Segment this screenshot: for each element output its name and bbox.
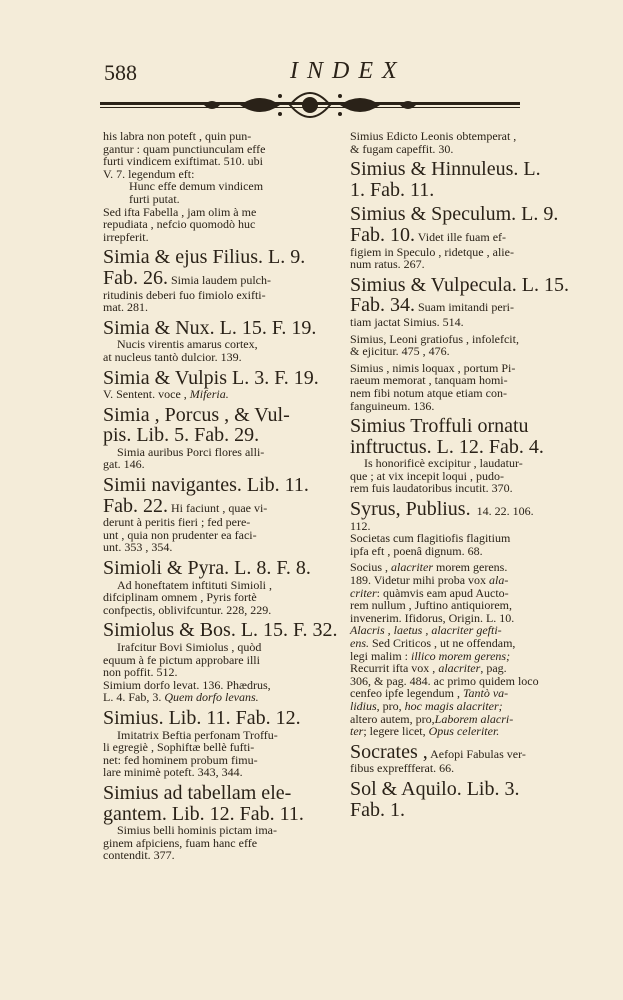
index-entry xyxy=(350,742,598,775)
entry-text: tiam jactat Simius. 514. xyxy=(350,314,464,329)
entry-text: confpectis, oblivifcuntur. 228, 229. xyxy=(103,602,272,617)
entry-heading: Fab. 10. xyxy=(350,223,415,246)
entry-text: Videt ille fuam ef- xyxy=(417,229,507,244)
entry-heading: Simius ad tabellam ele- xyxy=(103,781,292,804)
entry-heading: Simius & Hinnuleus. L. xyxy=(350,158,541,181)
page-title: INDEX xyxy=(290,58,406,84)
entry-text: & ejicitur. 475 , 476. xyxy=(350,344,450,359)
index-entry xyxy=(350,499,598,557)
index-entry xyxy=(103,368,348,401)
continued-entry xyxy=(350,130,598,155)
entry-text-italic: ala- xyxy=(489,573,509,588)
entry-text: Sed Criticos , ut ne offendam, xyxy=(372,636,516,650)
entry-text: unt , quia non prudenter ea faci- xyxy=(103,527,257,542)
text-line: V. 7. legendum eft: xyxy=(103,166,195,181)
entry-text: cenfeo ipfe legendum , xyxy=(350,686,460,701)
entry-heading: Fab. 26. xyxy=(103,266,168,289)
entry-text: Ad honeftatem inftituti Simioli , xyxy=(117,577,272,592)
entry-heading: pis. Lib. 5. Fab. 29. xyxy=(103,424,260,447)
entry-heading: Simia & Nux. L. 15. F. 19. xyxy=(103,316,317,339)
entry-text: Simius belli hominis pictam ima- xyxy=(117,823,277,838)
entry-text: V. Sentent. voce , xyxy=(103,387,187,402)
entry-text: 112. xyxy=(350,518,371,533)
entry-text: li egregiè , Sophiftæ bellè fufti- xyxy=(103,740,255,755)
entry-text: L. 4. Fab, 3. xyxy=(103,690,162,705)
entry-text-italic: ter xyxy=(350,724,364,739)
text-line: Simius Edicto Leonis obtemperat , xyxy=(350,129,517,143)
entry-text: : quàmvis eam apud Aucto- xyxy=(376,585,509,600)
continued-entry xyxy=(103,130,348,243)
index-entry xyxy=(350,204,598,270)
entry-text: Nucis virentis amarus cortex, xyxy=(117,337,258,352)
right-column xyxy=(350,130,598,820)
index-entry xyxy=(103,405,348,471)
entry-text: at nucleus tantò dulcior. 139. xyxy=(103,349,242,364)
entry-text: fanguineum. 136. xyxy=(350,398,435,413)
text-line: irrepferit. xyxy=(103,229,149,244)
index-entry xyxy=(350,275,598,412)
index-entry xyxy=(103,475,348,554)
entry-text: Suam imitandi peri- xyxy=(418,300,514,315)
entry-text: ipfa eft , poenâ dignum. 68. xyxy=(350,543,483,558)
entry-text: Socius , xyxy=(350,560,389,575)
entry-text: , pro, xyxy=(376,698,402,713)
index-entry xyxy=(350,779,598,820)
entry-text: que ; at vix incepit loqui , pudo- xyxy=(350,468,504,483)
entry-text: Hi faciunt , quae vi- xyxy=(171,500,268,515)
entry-text: 306, & pag. 484. ac primo quidem loco xyxy=(350,673,539,688)
text-line: gantur : quam punctiunculam effe xyxy=(103,141,266,156)
entry-heading: Simiolus & Bos. L. 15. F. 32. xyxy=(103,619,338,642)
text-line: & fugam capeffit. 30. xyxy=(350,141,454,156)
entry-text: gat. 146. xyxy=(103,457,145,472)
entry-heading: Simia , Porcus , & Vul- xyxy=(103,403,290,426)
entry-text: rem fuis laudatoribus incutit. 370. xyxy=(350,481,513,496)
entry-text: Simius , nimis loquax , portum Pi- xyxy=(350,360,516,375)
entry-text: Societas cum flagitiofis flagitium xyxy=(350,531,511,546)
page-number: 588 xyxy=(104,60,137,85)
entry-text-italic: ens. xyxy=(350,636,369,650)
entry-text-italic: alacriter xyxy=(438,661,481,676)
entry-heading: Simia & ejus Filius. L. 9. xyxy=(103,246,306,269)
entry-heading: Fab. 1. xyxy=(350,798,405,821)
index-entry xyxy=(103,247,348,313)
left-column xyxy=(103,130,348,862)
entry-text: altero autem, pro, xyxy=(350,711,435,726)
text-line: repudiata , nefcio quomodò huc xyxy=(103,217,256,232)
entry-text: Simium dorfo levat. 136. Phædrus, xyxy=(103,677,271,692)
entry-text: num ratus. 267. xyxy=(350,257,425,272)
entry-heading: gantem. Lib. 12. Fab. 11. xyxy=(103,802,304,825)
index-entry xyxy=(103,783,348,862)
entry-text: 189. Videtur mihi proba vox xyxy=(350,573,487,588)
entry-text: contendit. 377. xyxy=(103,848,175,863)
entry-text: equum à fe pictum approbare illi xyxy=(103,652,260,667)
entry-text-italic: illico morem gerens; xyxy=(411,648,511,663)
entry-text: Imitatrix Beftia perfonam Troffu- xyxy=(117,727,278,742)
entry-text: lare minimè poteft. 343, 344. xyxy=(103,765,243,780)
index-entry xyxy=(103,620,348,704)
entry-text: morem gerens. xyxy=(436,560,508,575)
entry-text: nem fibi notum atque etiam con- xyxy=(350,385,507,400)
entry-heading: Syrus, Publius. xyxy=(350,498,471,521)
entry-heading: Simius & Speculum. L. 9. xyxy=(350,203,559,226)
entry-text-italic: Alacris , laetus , alacriter gefti- xyxy=(350,623,502,638)
entry-text: Simia laudem pulch- xyxy=(171,272,271,287)
entry-heading: Simioli & Pyra. L. 8. F. 8. xyxy=(103,557,311,580)
entry-text: , pag. xyxy=(480,661,507,676)
entry-heading: Fab. 34. xyxy=(350,294,415,317)
entry-text: 14. 22. 106. xyxy=(476,504,534,519)
index-entry xyxy=(103,708,348,779)
entry-heading: Simius & Vulpecula. L. 15. xyxy=(350,273,569,296)
entry-heading: Sol & Aquilo. Lib. 3. xyxy=(350,777,520,800)
entry-text: Irafcitur Bovi Simiolus , quòd xyxy=(117,640,262,654)
entry-text: Is honorificè excipitur , laudatur- xyxy=(364,456,523,471)
entry-text: net: fed hominem probum fimu- xyxy=(103,752,258,767)
entry-text-italic: Quem dorfo levans. xyxy=(164,690,259,705)
index-entry xyxy=(103,318,348,364)
index-entry xyxy=(350,159,598,200)
entry-text: Simius, Leoni gratiofus , infolefcit, xyxy=(350,331,519,346)
entry-text: Simia auribus Porci flores alli- xyxy=(117,444,265,459)
entry-heading: Simia & Vulpis L. 3. F. 19. xyxy=(103,366,319,389)
entry-heading: Socrates , xyxy=(350,740,428,763)
entry-heading: Simius. Lib. 11. Fab. 12. xyxy=(103,706,301,729)
entry-text: rem nullum , Juftino antiquiorem, xyxy=(350,598,512,613)
index-entry xyxy=(103,558,348,616)
entry-text: Aefopi Fabulas ver- xyxy=(430,746,526,761)
running-header xyxy=(0,58,623,88)
entry-text-italic: lidius xyxy=(350,698,377,713)
entry-text: derunt à peritis fieri ; fed pere- xyxy=(103,515,251,530)
entry-text: ginem afpiciens, fuam hanc effe xyxy=(103,835,258,850)
ornamental-rule xyxy=(100,88,520,122)
text-line: his labra non poteft , quin pun- xyxy=(103,129,252,143)
entry-heading: Simii navigantes. Lib. 11. xyxy=(103,474,309,497)
entry-heading: Simius Troffuli ornatu xyxy=(350,415,529,438)
entry-text-italic: alacriter xyxy=(391,560,434,575)
entry-heading: Fab. 22. xyxy=(103,494,168,517)
entry-heading: 1. Fab. 11. xyxy=(350,178,435,201)
entry-text: figiem in Speculo , ridetque , alie- xyxy=(350,244,514,259)
entry-text: mat. 281. xyxy=(103,300,148,315)
entry-text-italic: hoc magis alacriter; xyxy=(404,698,503,713)
entry-text: ; legere licet, xyxy=(363,724,426,739)
entry-text: non poffit. 512. xyxy=(103,665,178,680)
entry-text-italic: criter xyxy=(350,585,377,600)
index-entry xyxy=(350,416,598,495)
text-line: furti vindicem exiftimat. 510. ubi xyxy=(103,154,263,169)
entry-text-italic: Laborem alacri- xyxy=(434,711,514,726)
entry-text: difciplinam omnem , Pyris fortè xyxy=(103,590,257,605)
index-entry xyxy=(350,561,598,737)
quote-line: Hunc effe demum vindicem xyxy=(129,179,264,194)
entry-text: ritudinis deberi fuo fimiolo exifti- xyxy=(103,287,266,302)
text-line: Sed ifta Fabella , jam olim à me xyxy=(103,204,257,219)
entry-text-italic: Miferia. xyxy=(189,387,229,402)
entry-text: raeum memorat , tanquam homi- xyxy=(350,373,508,388)
entry-text: invenerim. Ifidorus, Origin. L. 10. xyxy=(350,610,515,625)
entry-text: fibus expreffferat. 66. xyxy=(350,761,455,776)
entry-text: unt. 353 , 354. xyxy=(103,540,173,555)
entry-heading: inftructus. L. 12. Fab. 4. xyxy=(350,435,544,458)
entry-text: legi malim : xyxy=(350,648,408,663)
entry-text-italic: Tantò va- xyxy=(462,686,509,701)
entry-text-italic: Opus celeriter. xyxy=(428,724,500,739)
entry-text: Recurrit ifta vox , xyxy=(350,661,436,676)
quote-line: furti putat. xyxy=(129,191,180,206)
